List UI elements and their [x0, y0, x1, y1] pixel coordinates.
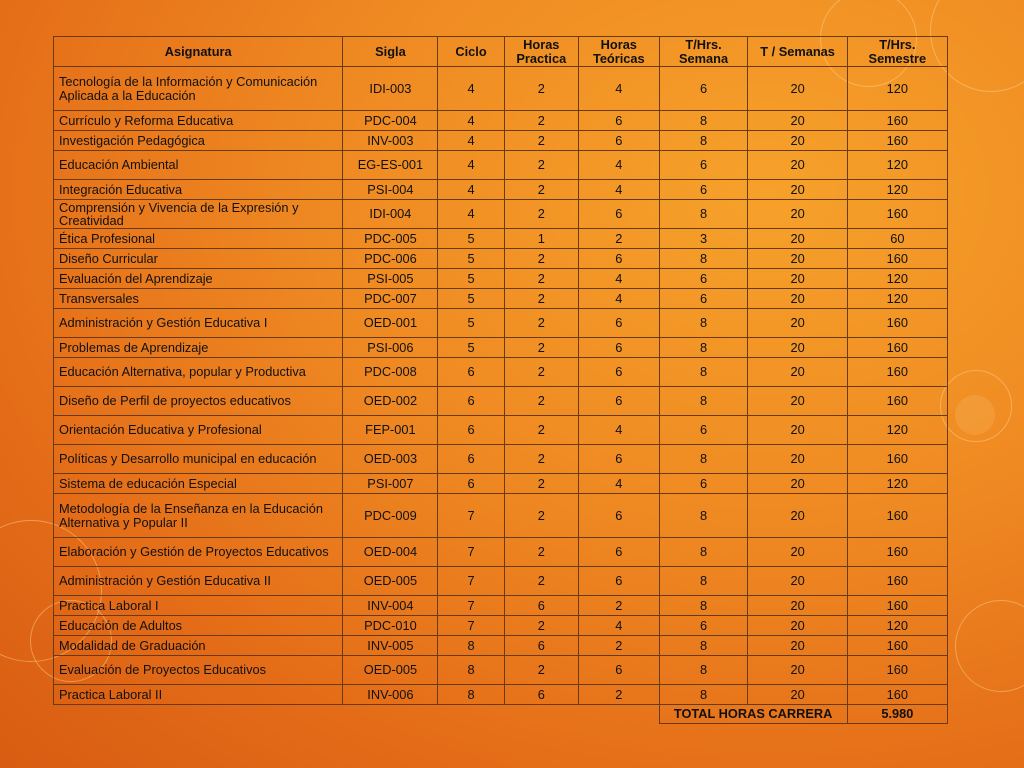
table-body — [54, 67, 948, 705]
cell-hrs-semestre: 160 — [847, 249, 947, 269]
cell-horas-teoricas: 6 — [579, 538, 660, 567]
cell-hrs-semestre: 160 — [847, 111, 947, 131]
cell-horas-practica: 2 — [504, 131, 578, 151]
cell-hrs-semestre: 160 — [847, 596, 947, 616]
cell-horas-practica: 2 — [504, 289, 578, 309]
cell-horas-practica: 2 — [504, 151, 578, 180]
cell-sigla: OED-005 — [343, 656, 438, 685]
cell-horas-teoricas: 6 — [579, 309, 660, 338]
cell-asignatura: Integración Educativa — [54, 180, 343, 200]
table-row — [54, 249, 948, 269]
cell-semanas: 20 — [748, 616, 847, 636]
table-header-row — [54, 37, 948, 67]
cell-asignatura: Metodología de la Enseñanza en la Educación Alternativa y Popular II — [54, 494, 343, 538]
cell-sigla: PSI-006 — [343, 338, 438, 358]
cell-hrs-semana: 8 — [659, 494, 748, 538]
cell-ciclo: 5 — [438, 309, 504, 338]
cell-hrs-semana: 8 — [659, 596, 748, 616]
table-row — [54, 656, 948, 685]
cell-ciclo: 6 — [438, 387, 504, 416]
cell-asignatura: Investigación Pedagógica — [54, 131, 343, 151]
header-ciclo: Ciclo — [438, 37, 504, 67]
cell-horas-practica: 2 — [504, 567, 578, 596]
cell-hrs-semestre: 160 — [847, 636, 947, 656]
cell-ciclo: 4 — [438, 151, 504, 180]
cell-asignatura: Practica Laboral I — [54, 596, 343, 616]
table-row — [54, 358, 948, 387]
cell-asignatura: Practica Laboral II — [54, 685, 343, 705]
cell-semanas: 20 — [748, 494, 847, 538]
cell-horas-teoricas: 4 — [579, 416, 660, 445]
table-row — [54, 416, 948, 445]
cell-hrs-semestre: 120 — [847, 289, 947, 309]
cell-ciclo: 7 — [438, 538, 504, 567]
cell-horas-practica: 2 — [504, 416, 578, 445]
cell-horas-teoricas: 4 — [579, 616, 660, 636]
table-row — [54, 636, 948, 656]
cell-horas-practica: 2 — [504, 249, 578, 269]
cell-asignatura: Evaluación de Proyectos Educativos — [54, 656, 343, 685]
cell-asignatura: Transversales — [54, 289, 343, 309]
cell-horas-teoricas: 6 — [579, 445, 660, 474]
cell-sigla: EG-ES-001 — [343, 151, 438, 180]
cell-hrs-semestre: 160 — [847, 656, 947, 685]
cell-asignatura: Sistema de educación Especial — [54, 474, 343, 494]
total-label: TOTAL HORAS CARRERA — [659, 705, 847, 724]
decorative-bubble — [955, 600, 1024, 692]
cell-hrs-semana: 6 — [659, 269, 748, 289]
cell-horas-teoricas: 2 — [579, 596, 660, 616]
cell-horas-practica: 6 — [504, 596, 578, 616]
cell-horas-practica: 2 — [504, 445, 578, 474]
cell-horas-teoricas: 6 — [579, 338, 660, 358]
cell-horas-teoricas: 4 — [579, 269, 660, 289]
cell-semanas: 20 — [748, 249, 847, 269]
cell-semanas: 20 — [748, 387, 847, 416]
cell-asignatura: Educación de Adultos — [54, 616, 343, 636]
cell-sigla: OED-005 — [343, 567, 438, 596]
cell-horas-teoricas: 6 — [579, 358, 660, 387]
cell-semanas: 20 — [748, 538, 847, 567]
cell-horas-practica: 2 — [504, 111, 578, 131]
table-row — [54, 387, 948, 416]
cell-ciclo: 8 — [438, 685, 504, 705]
table-row — [54, 494, 948, 538]
table-row — [54, 67, 948, 111]
cell-hrs-semana: 6 — [659, 67, 748, 111]
cell-horas-practica: 1 — [504, 229, 578, 249]
cell-sigla: PDC-009 — [343, 494, 438, 538]
cell-horas-teoricas: 4 — [579, 289, 660, 309]
cell-asignatura: Elaboración y Gestión de Proyectos Educativos — [54, 538, 343, 567]
table-row — [54, 474, 948, 494]
cell-semanas: 20 — [748, 656, 847, 685]
cell-asignatura: Currículo y Reforma Educativa — [54, 111, 343, 131]
cell-hrs-semana: 8 — [659, 636, 748, 656]
cell-horas-practica: 2 — [504, 387, 578, 416]
cell-horas-teoricas: 2 — [579, 229, 660, 249]
table-row — [54, 289, 948, 309]
cell-ciclo: 6 — [438, 474, 504, 494]
header-asignatura: Asignatura — [54, 37, 343, 67]
cell-ciclo: 5 — [438, 338, 504, 358]
cell-hrs-semana: 8 — [659, 309, 748, 338]
cell-hrs-semana: 8 — [659, 445, 748, 474]
cell-semanas: 20 — [748, 111, 847, 131]
cell-hrs-semestre: 120 — [847, 416, 947, 445]
cell-hrs-semana: 3 — [659, 229, 748, 249]
cell-sigla: OED-003 — [343, 445, 438, 474]
cell-hrs-semestre: 160 — [847, 538, 947, 567]
table-row — [54, 229, 948, 249]
cell-hrs-semestre: 60 — [847, 229, 947, 249]
cell-hrs-semana: 6 — [659, 474, 748, 494]
cell-horas-teoricas: 6 — [579, 656, 660, 685]
cell-horas-practica: 6 — [504, 685, 578, 705]
cell-semanas: 20 — [748, 309, 847, 338]
table-row — [54, 538, 948, 567]
cell-horas-practica: 2 — [504, 358, 578, 387]
cell-horas-practica: 2 — [504, 474, 578, 494]
cell-sigla: OED-001 — [343, 309, 438, 338]
table-row — [54, 309, 948, 338]
cell-semanas: 20 — [748, 67, 847, 111]
cell-hrs-semana: 8 — [659, 131, 748, 151]
cell-horas-practica: 2 — [504, 616, 578, 636]
cell-asignatura: Educación Alternativa, popular y Productiva — [54, 358, 343, 387]
cell-sigla: PSI-007 — [343, 474, 438, 494]
cell-horas-teoricas: 4 — [579, 67, 660, 111]
cell-horas-teoricas: 6 — [579, 111, 660, 131]
cell-horas-teoricas: 4 — [579, 474, 660, 494]
cell-asignatura: Evaluación del Aprendizaje — [54, 269, 343, 289]
total-value: 5.980 — [847, 705, 947, 724]
cell-ciclo: 4 — [438, 200, 504, 229]
cell-asignatura: Comprensión y Vivencia de la Expresión y Creatividad — [54, 200, 343, 229]
cell-sigla: PSI-005 — [343, 269, 438, 289]
cell-asignatura: Políticas y Desarrollo municipal en educación — [54, 445, 343, 474]
cell-sigla: PDC-010 — [343, 616, 438, 636]
cell-semanas: 20 — [748, 596, 847, 616]
table-row — [54, 180, 948, 200]
cell-sigla: IDI-004 — [343, 200, 438, 229]
cell-sigla: PDC-005 — [343, 229, 438, 249]
cell-ciclo: 6 — [438, 445, 504, 474]
cell-hrs-semana: 8 — [659, 338, 748, 358]
cell-horas-teoricas: 4 — [579, 180, 660, 200]
cell-ciclo: 6 — [438, 416, 504, 445]
header-horas-practica: Horas Practica — [504, 37, 578, 67]
table-row — [54, 616, 948, 636]
cell-hrs-semana: 8 — [659, 685, 748, 705]
cell-horas-practica: 2 — [504, 269, 578, 289]
cell-ciclo: 7 — [438, 616, 504, 636]
decorative-bubble — [955, 395, 995, 435]
cell-horas-teoricas: 6 — [579, 494, 660, 538]
cell-semanas: 20 — [748, 474, 847, 494]
cell-sigla: INV-006 — [343, 685, 438, 705]
cell-semanas: 20 — [748, 131, 847, 151]
header-hrs-semestre: T/Hrs. Semestre — [847, 37, 947, 67]
cell-hrs-semana: 6 — [659, 151, 748, 180]
cell-ciclo: 7 — [438, 596, 504, 616]
cell-hrs-semestre: 160 — [847, 567, 947, 596]
table-row — [54, 269, 948, 289]
cell-hrs-semestre: 160 — [847, 131, 947, 151]
cell-asignatura: Tecnología de la Información y Comunicación Aplicada a la Educación — [54, 67, 343, 111]
cell-sigla: INV-005 — [343, 636, 438, 656]
cell-hrs-semana: 6 — [659, 616, 748, 636]
cell-semanas: 20 — [748, 289, 847, 309]
cell-sigla: OED-004 — [343, 538, 438, 567]
cell-hrs-semana: 8 — [659, 567, 748, 596]
cell-horas-teoricas: 6 — [579, 200, 660, 229]
cell-horas-practica: 6 — [504, 636, 578, 656]
cell-horas-teoricas: 6 — [579, 131, 660, 151]
cell-horas-practica: 2 — [504, 338, 578, 358]
cell-semanas: 20 — [748, 200, 847, 229]
cell-semanas: 20 — [748, 151, 847, 180]
cell-horas-practica: 2 — [504, 309, 578, 338]
total-spacer — [54, 705, 660, 724]
cell-hrs-semestre: 120 — [847, 616, 947, 636]
cell-semanas: 20 — [748, 567, 847, 596]
cell-sigla: PDC-004 — [343, 111, 438, 131]
cell-ciclo: 7 — [438, 494, 504, 538]
cell-semanas: 20 — [748, 685, 847, 705]
cell-hrs-semestre: 120 — [847, 474, 947, 494]
cell-hrs-semana: 8 — [659, 249, 748, 269]
header-horas-teoricas: Horas Teóricas — [579, 37, 660, 67]
cell-horas-teoricas: 2 — [579, 685, 660, 705]
cell-hrs-semestre: 160 — [847, 494, 947, 538]
cell-asignatura: Orientación Educativa y Profesional — [54, 416, 343, 445]
total-row — [54, 705, 948, 724]
cell-hrs-semestre: 120 — [847, 151, 947, 180]
cell-asignatura: Administración y Gestión Educativa II — [54, 567, 343, 596]
cell-hrs-semestre: 160 — [847, 685, 947, 705]
cell-ciclo: 8 — [438, 636, 504, 656]
cell-asignatura: Administración y Gestión Educativa I — [54, 309, 343, 338]
cell-sigla: FEP-001 — [343, 416, 438, 445]
table-row — [54, 596, 948, 616]
cell-hrs-semestre: 120 — [847, 180, 947, 200]
table-row — [54, 131, 948, 151]
cell-sigla: INV-003 — [343, 131, 438, 151]
cell-hrs-semana: 6 — [659, 416, 748, 445]
cell-horas-teoricas: 6 — [579, 567, 660, 596]
table-row — [54, 567, 948, 596]
cell-horas-teoricas: 6 — [579, 387, 660, 416]
cell-asignatura: Ética Profesional — [54, 229, 343, 249]
cell-hrs-semana: 8 — [659, 111, 748, 131]
cell-semanas: 20 — [748, 229, 847, 249]
cell-semanas: 20 — [748, 269, 847, 289]
cell-hrs-semestre: 160 — [847, 358, 947, 387]
cell-semanas: 20 — [748, 636, 847, 656]
header-hrs-semana: T/Hrs. Semana — [659, 37, 748, 67]
cell-hrs-semestre: 160 — [847, 309, 947, 338]
cell-asignatura: Diseño Curricular — [54, 249, 343, 269]
cell-sigla: PDC-006 — [343, 249, 438, 269]
cell-sigla: INV-004 — [343, 596, 438, 616]
cell-ciclo: 5 — [438, 289, 504, 309]
cell-semanas: 20 — [748, 445, 847, 474]
cell-horas-practica: 2 — [504, 180, 578, 200]
table-row — [54, 111, 948, 131]
cell-ciclo: 4 — [438, 111, 504, 131]
curriculum-table — [53, 36, 948, 724]
header-sigla: Sigla — [343, 37, 438, 67]
table-row — [54, 445, 948, 474]
cell-sigla: IDI-003 — [343, 67, 438, 111]
cell-ciclo: 8 — [438, 656, 504, 685]
cell-sigla: OED-002 — [343, 387, 438, 416]
cell-hrs-semana: 8 — [659, 387, 748, 416]
cell-hrs-semestre: 160 — [847, 387, 947, 416]
cell-horas-teoricas: 4 — [579, 151, 660, 180]
cell-asignatura: Problemas de Aprendizaje — [54, 338, 343, 358]
cell-ciclo: 5 — [438, 249, 504, 269]
cell-hrs-semestre: 160 — [847, 338, 947, 358]
cell-hrs-semestre: 120 — [847, 67, 947, 111]
cell-horas-practica: 2 — [504, 538, 578, 567]
cell-ciclo: 5 — [438, 229, 504, 249]
cell-ciclo: 7 — [438, 567, 504, 596]
cell-horas-practica: 2 — [504, 67, 578, 111]
cell-hrs-semana: 8 — [659, 200, 748, 229]
cell-hrs-semestre: 160 — [847, 200, 947, 229]
table-row — [54, 151, 948, 180]
cell-ciclo: 6 — [438, 358, 504, 387]
cell-hrs-semestre: 120 — [847, 269, 947, 289]
cell-semanas: 20 — [748, 416, 847, 445]
cell-semanas: 20 — [748, 338, 847, 358]
cell-semanas: 20 — [748, 180, 847, 200]
cell-horas-teoricas: 2 — [579, 636, 660, 656]
cell-hrs-semana: 8 — [659, 358, 748, 387]
cell-hrs-semana: 6 — [659, 180, 748, 200]
header-semanas: T / Semanas — [748, 37, 847, 67]
cell-horas-practica: 2 — [504, 656, 578, 685]
cell-horas-practica: 2 — [504, 200, 578, 229]
table-row — [54, 200, 948, 229]
cell-hrs-semana: 6 — [659, 289, 748, 309]
cell-hrs-semana: 8 — [659, 538, 748, 567]
cell-ciclo: 4 — [438, 180, 504, 200]
cell-hrs-semestre: 160 — [847, 445, 947, 474]
cell-asignatura: Diseño de Perfil de proyectos educativos — [54, 387, 343, 416]
cell-sigla: PSI-004 — [343, 180, 438, 200]
cell-sigla: PDC-008 — [343, 358, 438, 387]
table-row — [54, 338, 948, 358]
cell-horas-practica: 2 — [504, 494, 578, 538]
cell-semanas: 20 — [748, 358, 847, 387]
cell-ciclo: 4 — [438, 131, 504, 151]
cell-horas-teoricas: 6 — [579, 249, 660, 269]
cell-sigla: PDC-007 — [343, 289, 438, 309]
cell-hrs-semana: 8 — [659, 656, 748, 685]
cell-asignatura: Educación Ambiental — [54, 151, 343, 180]
cell-ciclo: 4 — [438, 67, 504, 111]
cell-asignatura: Modalidad de Graduación — [54, 636, 343, 656]
table-row — [54, 685, 948, 705]
cell-ciclo: 5 — [438, 269, 504, 289]
